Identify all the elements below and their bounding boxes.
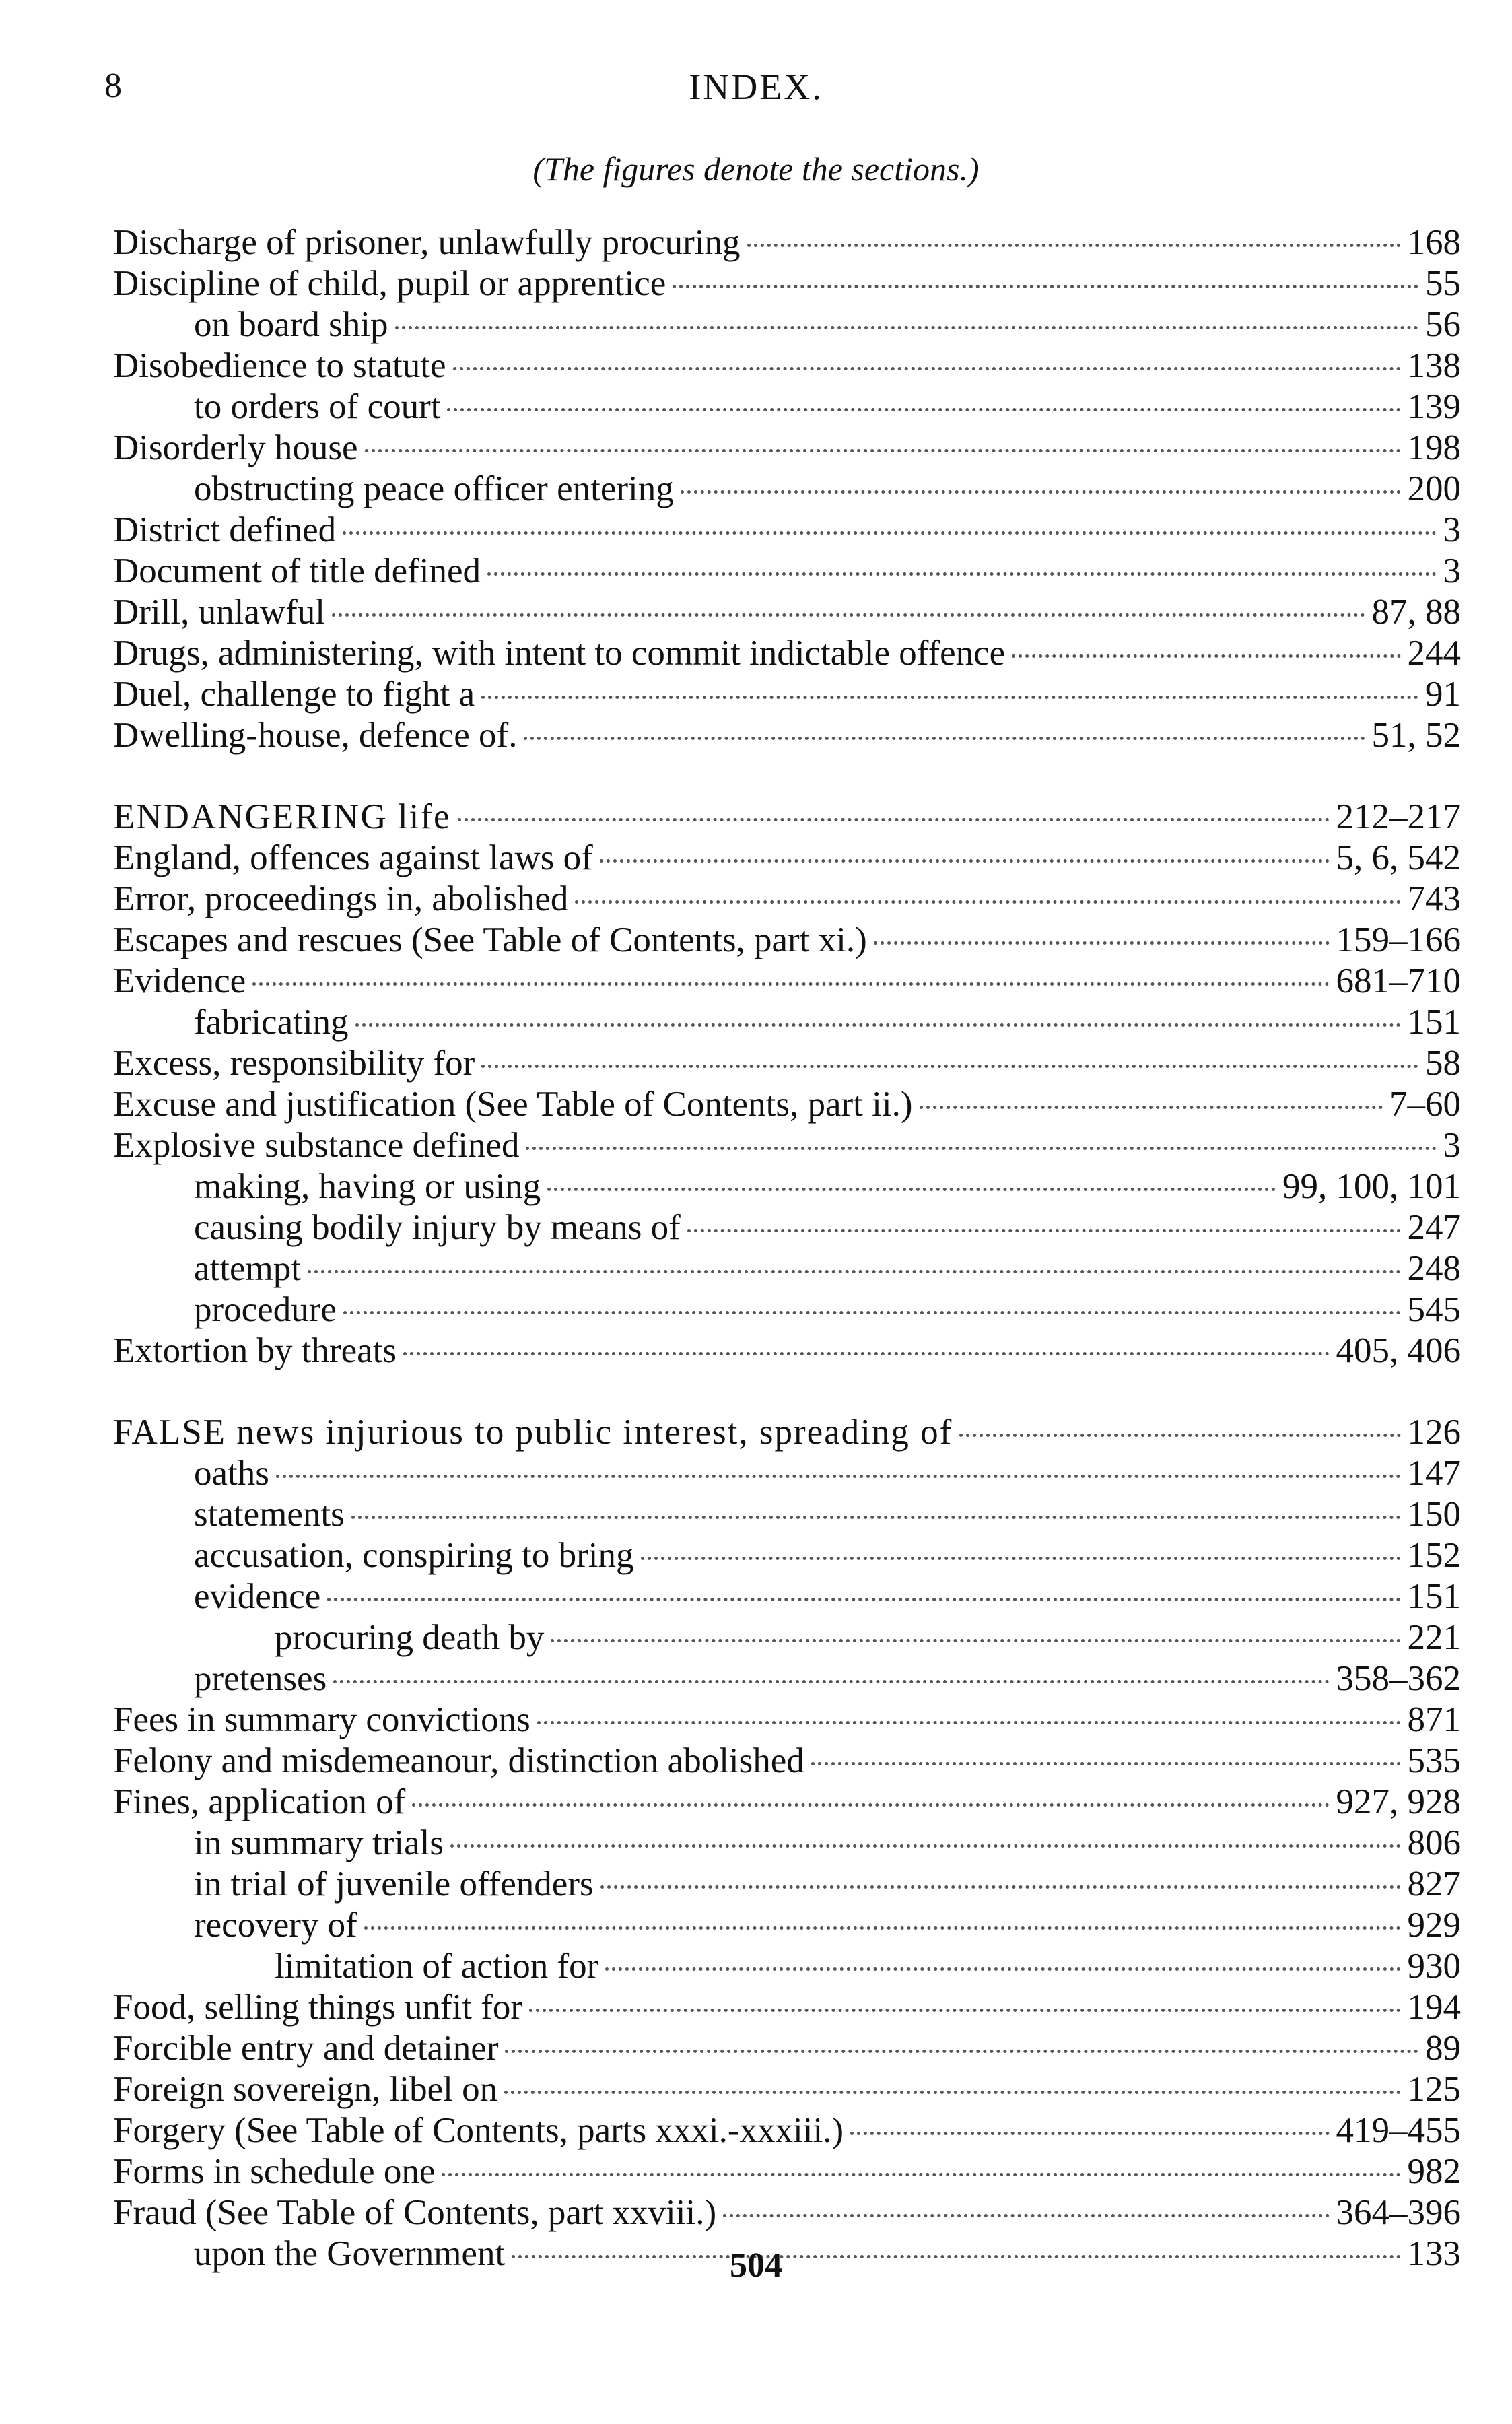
section-reference: 3 — [1443, 551, 1461, 591]
dot-leader — [481, 696, 1418, 699]
index-entry — [0, 1617, 1461, 1658]
dot-leader — [481, 1065, 1418, 1068]
section-reference: 99, 100, 101 — [1282, 1167, 1461, 1206]
section-reference: 5, 6, 542 — [1336, 838, 1461, 877]
index-entry — [0, 263, 1461, 304]
dot-leader — [747, 244, 1401, 247]
dot-leader — [920, 1106, 1383, 1109]
dot-leader — [403, 1352, 1330, 1355]
entry-text: in trial of juvenile offenders — [194, 1864, 594, 1904]
section-reference: 806 — [1407, 1823, 1461, 1862]
index-entry — [0, 1043, 1461, 1084]
index-entry — [0, 715, 1461, 756]
index-entry — [0, 469, 1461, 510]
entry-text: Escapes and rescues (See Table of Contents, part xi.) — [113, 920, 867, 960]
index-entry — [0, 961, 1461, 1002]
index-entry — [0, 2110, 1461, 2151]
section-reference: 871 — [1407, 1700, 1461, 1739]
index-entry — [0, 1207, 1461, 1248]
section-reference: 419–455 — [1336, 2111, 1461, 2150]
entry-text: ENDANGERING life — [113, 797, 451, 836]
entry-text: District defined — [113, 510, 337, 549]
entry-text: Excess, responsibility for — [113, 1044, 475, 1083]
index-entry — [0, 1905, 1461, 1946]
index-entry — [0, 838, 1461, 879]
dot-leader — [723, 2214, 1329, 2217]
section-reference: 147 — [1407, 1454, 1461, 1493]
dot-leader — [605, 1967, 1400, 1971]
entry-text: upon the Government — [194, 2234, 506, 2273]
index-entry — [0, 1331, 1461, 1372]
entry-text: Forms in schedule one — [113, 2152, 436, 2191]
index-entry — [0, 1166, 1461, 1207]
section-reference: 7–60 — [1389, 1085, 1461, 1124]
entry-text: causing bodily injury by means of — [194, 1208, 681, 1247]
index-entry — [0, 1576, 1461, 1617]
dot-leader — [681, 490, 1401, 494]
entry-text: Document of title defined — [113, 551, 481, 591]
entry-text: recovery of — [194, 1906, 357, 1945]
entry-text: Food, selling things unfit for — [113, 1988, 523, 2027]
index-entry — [0, 304, 1461, 345]
section-reference: 200 — [1407, 469, 1461, 508]
entry-text: Duel, challenge to fight a — [113, 675, 475, 714]
entry-text: Disorderly house — [113, 428, 358, 467]
index-entries — [0, 222, 1512, 2275]
section-reference: 125 — [1407, 2070, 1461, 2109]
section-reference: 58 — [1425, 1044, 1461, 1083]
entry-text: Forcible entry and detainer — [113, 2029, 499, 2068]
section-reference: 151 — [1407, 1003, 1461, 1042]
dot-leader — [276, 1475, 1401, 1478]
folio-number: 504 — [730, 2246, 782, 2285]
dot-leader — [450, 1844, 1401, 1848]
index-entry — [0, 1864, 1461, 1905]
entry-text: Foreign sovereign, libel on — [113, 2070, 498, 2109]
dot-leader — [505, 2050, 1418, 2053]
index-entry — [0, 551, 1461, 592]
section-reference: 198 — [1407, 428, 1461, 467]
dot-leader — [524, 737, 1365, 740]
dot-leader — [351, 1516, 1401, 1519]
entry-text: England, offences against laws of — [113, 838, 593, 877]
section-reference: 194 — [1407, 1988, 1461, 2027]
entry-text: Dwelling-house, defence of. — [113, 716, 518, 755]
index-entry — [0, 1699, 1461, 1741]
index-entry — [0, 879, 1461, 920]
index-entry — [0, 1002, 1461, 1043]
index-entry — [0, 2151, 1461, 2192]
index-entry — [0, 920, 1461, 961]
entry-text: attempt — [194, 1249, 301, 1288]
entry-text: Felony and misdemeanour, distinction abolished — [113, 1741, 804, 1780]
entry-text: on board ship — [194, 305, 388, 344]
dot-leader — [529, 2009, 1400, 2012]
running-head: INDEX. — [689, 67, 823, 107]
dot-leader — [811, 1762, 1401, 1765]
dot-leader — [252, 982, 1329, 986]
dot-leader — [673, 285, 1418, 288]
index-entry — [0, 1658, 1461, 1699]
dot-leader — [308, 1270, 1401, 1273]
dot-leader — [332, 613, 1365, 617]
index-entry — [0, 674, 1461, 715]
index-entry — [0, 797, 1461, 838]
group-gap — [0, 1372, 1512, 1412]
entry-text: obstructing peace officer entering — [194, 469, 674, 508]
section-reference: 358–362 — [1336, 1659, 1461, 1698]
entry-text: to orders of court — [194, 387, 441, 426]
index-entry — [0, 1535, 1461, 1576]
entry-text: statements — [194, 1495, 345, 1534]
section-reference: 51, 52 — [1371, 716, 1461, 755]
entry-text: Discipline of child, pupil or apprentice — [113, 264, 666, 303]
entry-text: accusation, conspiring to bring — [194, 1536, 634, 1575]
entry-text: in summary trials — [194, 1823, 444, 1862]
index-entry — [0, 1412, 1461, 1453]
sections-note: (The figures denote the sections.) — [532, 150, 980, 188]
dot-leader — [453, 367, 1401, 370]
dot-leader — [850, 2132, 1329, 2135]
section-reference: 929 — [1407, 1906, 1461, 1945]
dot-leader — [487, 572, 1436, 576]
section-reference: 159–166 — [1336, 920, 1461, 960]
dot-leader — [575, 900, 1400, 904]
index-entry — [0, 510, 1461, 551]
section-reference: 138 — [1407, 346, 1461, 385]
section-reference: 405, 406 — [1336, 1331, 1461, 1370]
index-entry — [0, 1946, 1461, 1987]
index-entry — [0, 1987, 1461, 2028]
index-entry — [0, 1289, 1461, 1331]
dot-leader — [333, 1680, 1329, 1683]
entry-text: Evidence — [113, 962, 246, 1001]
entry-text: Disobedience to statute — [113, 346, 446, 385]
dot-leader — [526, 1147, 1436, 1150]
entry-text: procuring death by — [275, 1618, 545, 1657]
dot-leader — [687, 1229, 1401, 1232]
index-entry — [0, 2192, 1461, 2233]
dot-leader — [959, 1434, 1400, 1437]
section-reference: 827 — [1407, 1864, 1461, 1904]
dot-leader — [547, 1188, 1276, 1191]
index-entry — [0, 1084, 1461, 1125]
dot-leader — [442, 2173, 1400, 2176]
section-reference: 535 — [1407, 1741, 1461, 1780]
entry-text: Forgery (See Table of Contents, parts xxxi.-xxxiii.) — [113, 2111, 844, 2150]
dot-leader — [343, 531, 1436, 535]
entry-text: Discharge of prisoner, unlawfully procuring — [113, 223, 741, 262]
entry-text: Explosive substance defined — [113, 1126, 520, 1165]
entry-text: pretenses — [194, 1659, 327, 1698]
entry-text: Excuse and justification (See Table of Contents, part ii.) — [113, 1085, 913, 1124]
entry-text: evidence — [194, 1577, 321, 1616]
index-entry — [0, 2069, 1461, 2110]
section-reference: 743 — [1407, 879, 1461, 918]
section-reference: 681–710 — [1336, 962, 1461, 1001]
page-number: 8 — [104, 67, 122, 105]
index-entry — [0, 592, 1461, 633]
entry-text: procedure — [194, 1290, 337, 1329]
index-entry — [0, 1494, 1461, 1535]
dot-leader — [551, 1639, 1400, 1642]
section-reference: 212–217 — [1336, 797, 1461, 836]
index-entry — [0, 345, 1461, 386]
index-entry — [0, 1453, 1461, 1494]
entry-text: Fraud (See Table of Contents, part xxviii.) — [113, 2193, 717, 2232]
section-reference: 982 — [1407, 2152, 1461, 2191]
index-entry — [0, 428, 1461, 469]
section-reference: 221 — [1407, 1618, 1461, 1657]
dot-leader — [395, 326, 1418, 329]
dot-leader — [343, 1311, 1401, 1314]
section-reference: 126 — [1407, 1413, 1461, 1452]
section-reference: 87, 88 — [1371, 593, 1461, 632]
dot-leader — [504, 2091, 1400, 2094]
dot-leader — [874, 941, 1330, 945]
section-reference: 244 — [1407, 634, 1461, 673]
dot-leader — [600, 1885, 1401, 1889]
index-entry — [0, 1125, 1461, 1166]
section-reference: 151 — [1407, 1577, 1461, 1616]
index-entry — [0, 1741, 1461, 1782]
section-reference: 3 — [1443, 510, 1461, 549]
entry-text: fabricating — [194, 1003, 349, 1042]
entry-text: Drugs, administering, with intent to commit indictable offence — [113, 634, 1006, 673]
index-entry — [0, 1823, 1461, 1864]
section-reference: 930 — [1407, 1947, 1461, 1986]
index-entry — [0, 1782, 1461, 1823]
dot-leader — [364, 1926, 1401, 1930]
index-entry — [0, 386, 1461, 428]
index-entry — [0, 1248, 1461, 1289]
section-reference: 3 — [1443, 1126, 1461, 1165]
section-reference: 139 — [1407, 387, 1461, 426]
group-gap — [0, 756, 1512, 797]
dot-leader — [641, 1557, 1401, 1560]
entry-text: Fees in summary convictions — [113, 1700, 530, 1739]
entry-text: limitation of action for — [275, 1947, 599, 1986]
section-reference: 247 — [1407, 1208, 1461, 1247]
dot-leader — [327, 1598, 1400, 1601]
section-reference: 150 — [1407, 1495, 1461, 1534]
entry-text: Error, proceedings in, abolished — [113, 879, 569, 918]
dot-leader — [412, 1803, 1329, 1807]
entry-text: Extortion by threats — [113, 1331, 397, 1370]
entry-text: making, having or using — [194, 1167, 541, 1206]
dot-leader — [600, 859, 1330, 863]
section-reference: 364–396 — [1336, 2193, 1461, 2232]
dot-leader — [365, 449, 1401, 452]
entry-text: Fines, application of — [113, 1782, 406, 1821]
section-reference: 133 — [1407, 2234, 1461, 2273]
section-reference: 927, 928 — [1336, 1782, 1461, 1821]
dot-leader — [1012, 654, 1400, 658]
section-reference: 91 — [1425, 675, 1461, 714]
section-reference: 56 — [1425, 305, 1461, 344]
dot-leader — [355, 1023, 1401, 1027]
index-entry — [0, 633, 1461, 674]
dot-leader — [537, 1721, 1401, 1724]
dot-leader — [447, 408, 1400, 411]
section-reference: 545 — [1407, 1290, 1461, 1329]
section-reference: 248 — [1407, 1249, 1461, 1288]
index-entry — [0, 2028, 1461, 2069]
section-reference: 55 — [1425, 264, 1461, 303]
entry-text: oaths — [194, 1454, 269, 1493]
entry-text: FALSE news injurious to public interest, spreading of — [113, 1413, 953, 1452]
section-reference: 168 — [1407, 223, 1461, 262]
dot-leader — [458, 818, 1330, 821]
section-reference: 152 — [1407, 1536, 1461, 1575]
entry-text: Drill, unlawful — [113, 593, 325, 632]
index-entry — [0, 222, 1461, 263]
section-reference: 89 — [1425, 2029, 1461, 2068]
